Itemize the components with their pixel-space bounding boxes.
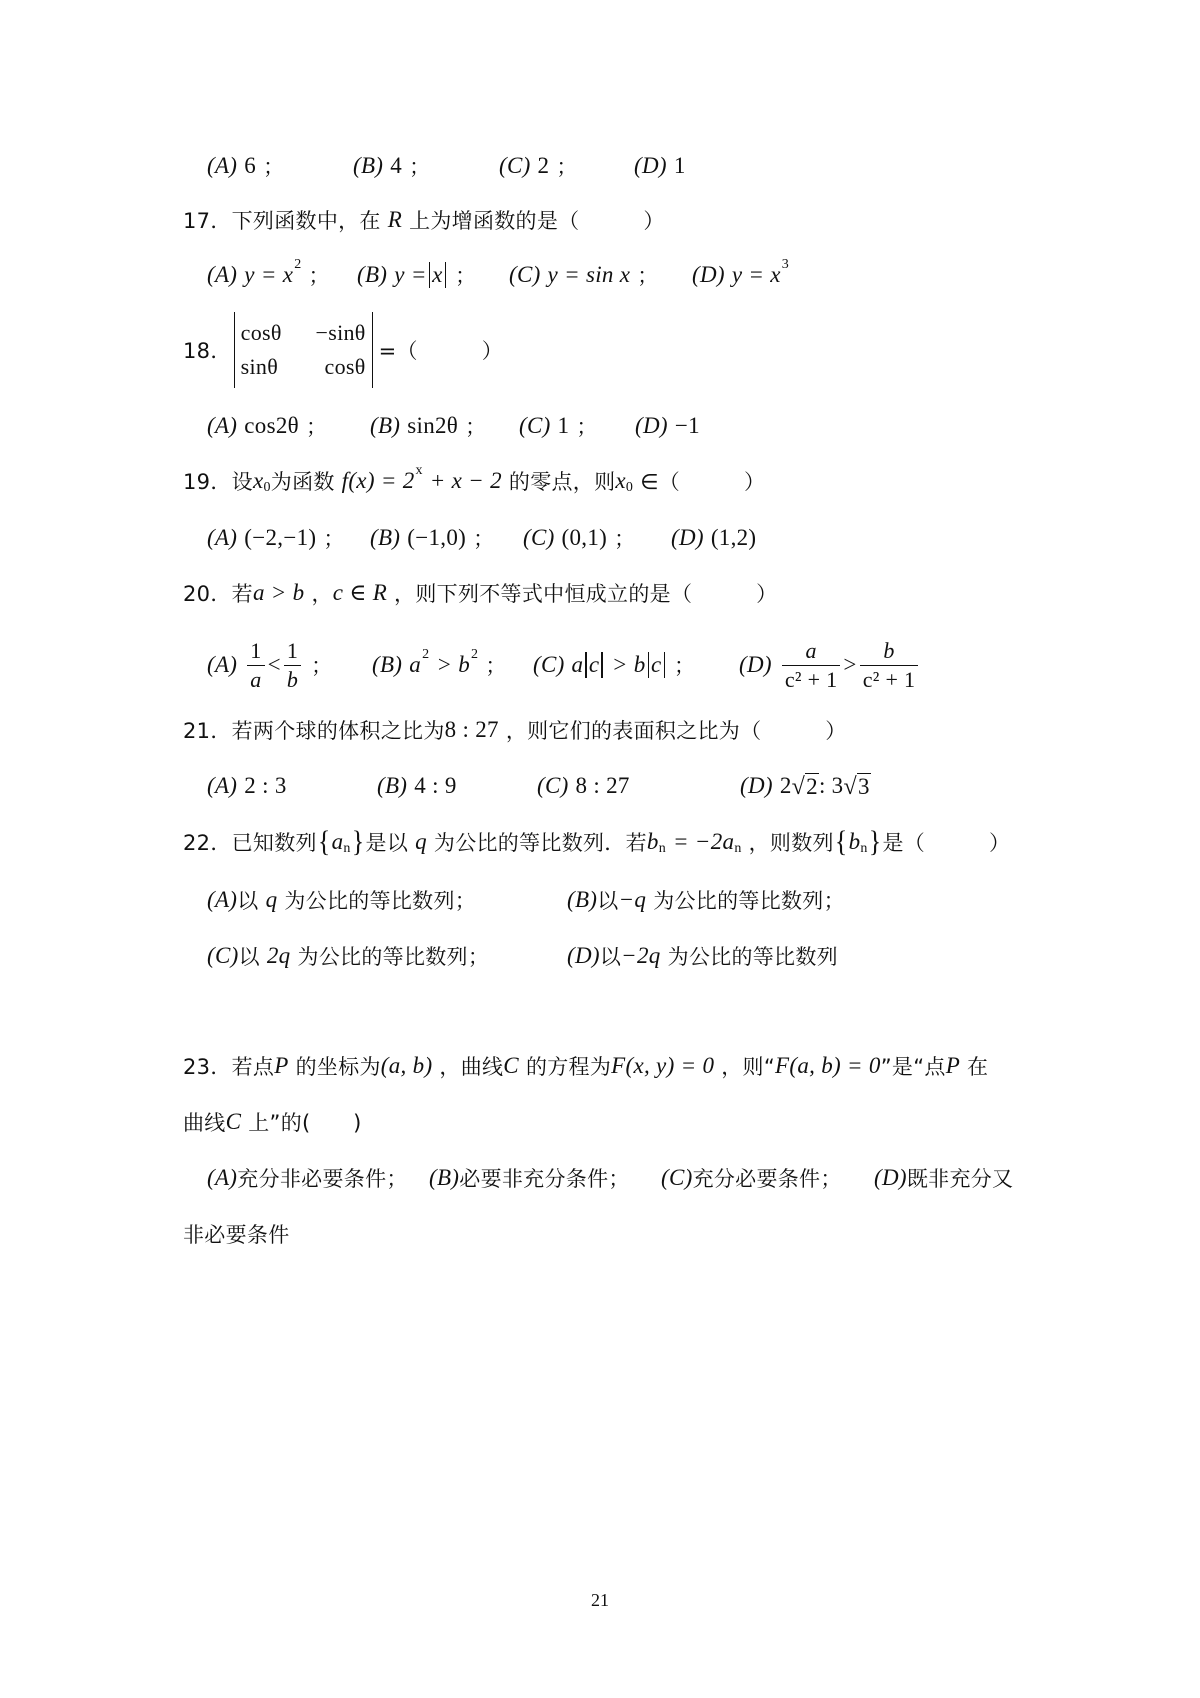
q16-option-c: (C) 2 ； — [499, 153, 578, 179]
page-number: 21 — [591, 1590, 609, 1610]
q18-stem: 18． cosθ −sinθ sinθ cosθ =（ ） — [183, 310, 503, 390]
q17-option-c: (C) y = sin x ； — [509, 262, 659, 288]
q22-option-c: (C) 以 2q 为公比的等比数列； — [207, 943, 490, 969]
q17-option-b: (B) y = x ； — [357, 262, 477, 288]
q21-option-c: (C) 8 : 27 — [537, 773, 630, 798]
q21-stem: 21． 若两个球的体积之比为 8 : 27 ，则它们的表面积之比为（ ） — [183, 717, 847, 743]
q19-option-b: (B) (−1,0) ； — [370, 525, 495, 551]
q19-stem: 19． 设 x 0 为函数 f(x) = 2 x + x − 2 的零点，则 x 0 ∈（ ） — [183, 463, 766, 495]
q20-option-a: (A) $\frac{1}{a}$ < $\frac{1}{b}$ ； — [207, 637, 333, 692]
q18-option-a: (A) cos2θ ； — [207, 413, 328, 439]
q18-option-d: (D) −1 — [635, 413, 700, 438]
q22-option-d: (D) 以 −2q 为公比的等比数列 — [567, 943, 838, 969]
q20-option-c: (C) a c > b c ； — [533, 652, 696, 678]
q18-option-b: (B) sin2θ ； — [370, 413, 487, 439]
q16-option-b: (B) 4 ； — [353, 153, 431, 179]
q17-stem: 17． 下列函数中，在 R 上为增函数的是（ ） — [183, 207, 665, 233]
q23-option-b: (B) 必要非充分条件； — [429, 1165, 630, 1191]
q19-option-d: (D) (1,2) — [671, 525, 757, 550]
q23-option-d-continued: 非必要条件 — [183, 1223, 290, 1247]
q17-option-a: (A) y = x 2 ； — [207, 257, 330, 288]
q16-option-a: (A) 6 ； — [207, 153, 285, 179]
q23-stem-line2: 曲线 C 上”的( ) — [183, 1109, 362, 1135]
q18-option-c: (C) 1 ； — [519, 413, 598, 439]
q23-stem-line1: 23． 若点 P 的坐标为 (a, b) ，曲线 C 的方程为 F(x, y) = 0 ，则“ F(a, b) = 0 ”是“点 P 在 — [183, 1053, 989, 1079]
q17-option-d: (D) y = x 3 — [692, 257, 790, 287]
q19-option-a: (A) (−2,−1) ； — [207, 525, 345, 551]
q23-option-c: (C) 充分必要条件； — [661, 1165, 842, 1191]
q23-option-d: (D) 既非充分又 — [874, 1165, 1014, 1191]
q20-option-d: (D) $\frac{a}{\text{c² + 1}}$ > $\frac{b}{\text{c² + 1}}$ — [739, 630, 921, 700]
q21-option-a: (A) 2 : 3 — [207, 773, 287, 798]
q22-stem: 22． 已知数列 { a n } 是以 q 为公比的等比数列．若 b n = −2a n ，则数列 { b n } 是（ ） — [183, 824, 1011, 859]
determinant: cosθ −sinθ sinθ cosθ — [234, 312, 373, 388]
q19-option-c: (C) (0,1) ； — [523, 525, 636, 551]
q22-option-b: (B) 以 −q 为公比的等比数列； — [567, 887, 845, 913]
q23-option-a: (A) 充分非必要条件； — [207, 1165, 408, 1191]
q21-option-d: (D) 2 √ 2 : 3 √ 3 — [740, 772, 870, 801]
q20-stem: 20． 若 a > b ， c ∈ R ，则下列不等式中恒成立的是（ ） — [183, 580, 778, 606]
q22-option-a: (A) 以 q 为公比的等比数列； — [207, 887, 477, 913]
q21-option-b: (B) 4 : 9 — [377, 773, 457, 798]
q16-option-d: (D) 1 — [634, 153, 686, 178]
q20-option-b: (B) a 2 > b 2 ； — [372, 647, 507, 678]
